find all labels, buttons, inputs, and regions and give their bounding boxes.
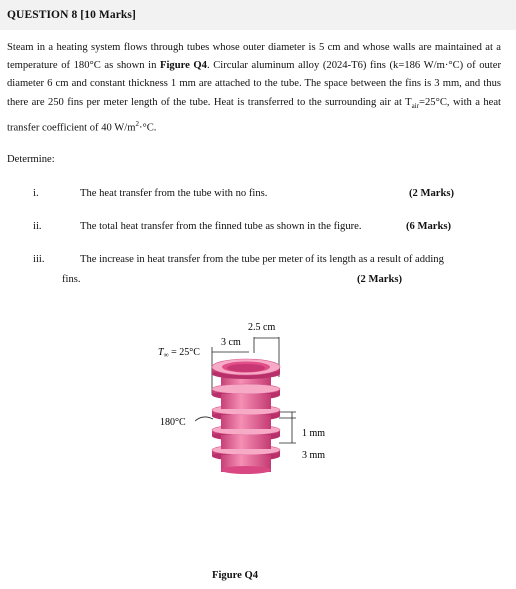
question-number: iii.	[33, 254, 45, 265]
figure-caption: Figure Q4	[212, 570, 259, 581]
label-t-inf: $T_\infty = 25^\circ C$	[158, 347, 200, 359]
label-180c: 180°C	[160, 417, 186, 428]
determine-label: Determine:	[7, 154, 55, 165]
problem-text-3: =25°C, with a heat transfer coefficient of 40 W/m	[7, 96, 501, 134]
figure-reference: Figure Q4	[159, 60, 207, 72]
temperature-leader	[195, 417, 213, 421]
question-number: i.	[33, 188, 39, 199]
question-marks: (2 Marks)	[357, 274, 403, 285]
squared-superscript: 2	[135, 119, 139, 128]
question-number: ii.	[33, 221, 42, 232]
question-text-continued: fins.	[62, 274, 81, 285]
question-title: QUESTION 8 [10 Marks]	[7, 9, 136, 21]
label-1mm: 1 mm	[302, 428, 326, 439]
problem-text-2: . Circular aluminum alloy (2024-T6) fins (k=186 W/m·°C) of outer diameter 6 cm and constant thickness 1 mm are attached to the tube. The space between the fins is 3 mm, and thus there are 250 fins per meter length of the tube. Heat is transferred to the surrounding air at T	[7, 60, 501, 108]
question-marks: (6 Marks)	[406, 221, 452, 232]
label-3mm: 3 mm	[302, 450, 326, 461]
question-text: The total heat transfer from the finned tube as shown in the figure.	[80, 221, 362, 232]
problem-text-1: Steam in a heating system flows through tubes whose outer diameter is 5 cm and whose walls are maintained at a temperature of 180°C as shown in	[7, 42, 501, 72]
question-text: The increase in heat transfer from the tube per meter of its length as a result of adding	[80, 254, 444, 265]
problem-text-4: ·°C.	[138, 122, 157, 134]
question-marks: (2 Marks)	[409, 188, 455, 199]
air-subscript: air	[411, 101, 420, 110]
question-text: The heat transfer from the tube with no fins.	[80, 188, 268, 199]
label-3cm: 3 cm	[221, 337, 241, 348]
fin-stack	[212, 359, 280, 474]
label-2-5cm: 2.5 cm	[248, 322, 276, 333]
